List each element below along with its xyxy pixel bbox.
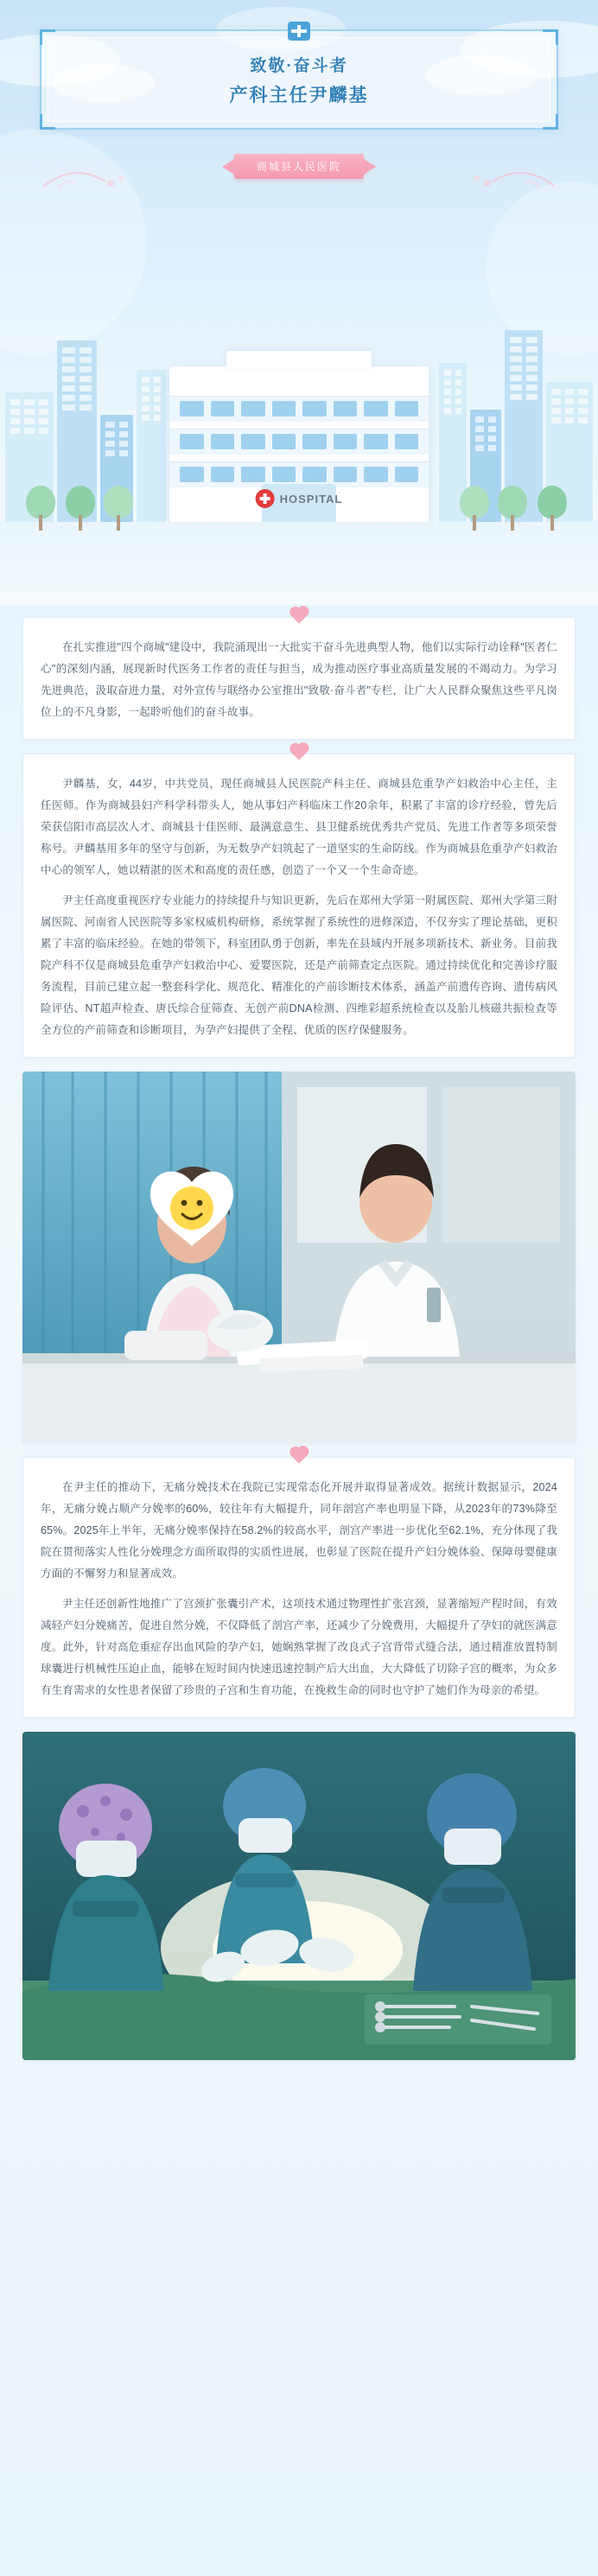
achievements-paragraph-2: 尹主任还创新性地推广了宫颈扩张囊引产术，这项技术通过物理性扩张宫颈，显著缩短产程时间，有效减轻产妇分娩痛苦，促进自然分娩，不仅降低了剖宫产率，还减少了分娩费用，大幅提升了孕妇的就医满意度。此外，针对高危重症存出血风险的孕产妇，她娴熟掌握了改良式子宫背带式缝合法，通过精准放置特制球囊进行机械性压迫止血，能够在短时间内快速迅速控制产后大出血，大大降低了切除子宫的概率，为众多有生育需求的女性患者保留了珍贵的子宫和生育功能，在挽救生命的同时也守护了她们作为母亲的希望。 (41, 1598, 557, 1696)
hero-banner (0, 0, 598, 605)
hospital-roof (226, 351, 372, 368)
red-cross-icon (256, 489, 275, 508)
hospital-building-illustration (169, 366, 429, 522)
page-title-line2: 产科主任尹麟基 (229, 85, 369, 105)
tree-icon (26, 486, 55, 531)
tree-icon (104, 486, 133, 531)
building-shape (137, 370, 166, 522)
achievements-card (22, 1457, 576, 1718)
consultation-photo (22, 1072, 576, 1443)
city-skyline-illustration (0, 233, 598, 605)
hero-title-card (40, 29, 558, 130)
heart-icon (291, 607, 307, 623)
hospital-name-ribbon (0, 154, 598, 179)
intro-card (22, 617, 576, 740)
surgery-photo (22, 1732, 576, 2060)
tree-icon (66, 486, 95, 531)
tree-icon (460, 486, 489, 531)
profile-paragraph-1: 尹麟基，女，44岁，中共党员，现任商城县人民医院产科主任、商城县危重孕产妇救治中心主任，主任医师。作为商城县妇产科学科带头人，她从事妇产科临床工作20余年，积累了丰富的诊疗经验，曾先后荣获信阳市高层次人才、商城县十佳医师、最满意意生、县卫健系统优秀共产党员、先进工作者等多项荣誉称号。尹麟基用多年的坚守与创新，为无数孕产妇筑起了一道坚实的生命防线。作为商城县危重孕产妇救治中心的领军人，她以精湛的医术和高度的责任感，创造了一个又一个生命奇迹。 (41, 778, 557, 876)
hospital-window-row (180, 401, 418, 417)
profile-paragraph-2: 尹主任高度重视医疗专业能力的持续提升与知识更新，先后在郑州大学第一附属医院、郑州大学第三附属医院、河南省人民医院等多家权威机构研修，系统掌握了系统性的进修深造，不仅夯实了理论基础，更积累了丰富的临床经验。在她的带领下，科室团队勇于创新，率先在县域内开展多项新技术、新业务。目前我院产科不仅是商城县危重孕产妇救治中心、爱婴医院，还是产前筛查定点医院。通过持续优化和完善诊疗服务流程，目前已建立起一整套科学化、规范化、精准化的产前诊断技术体系，涵盖产前遗传咨询、遗传病风险评估、NT超声检查、唐氏综合征筛查、无创产前DNA检测、四维彩超系统检查以及胎儿核磁共振检查等全方位的产前筛查和诊断项目，为孕产妇提供了全程、优质的医疗保健服务。 (41, 894, 557, 1036)
bottom-spacer (0, 2074, 598, 2083)
heart-icon (291, 744, 307, 760)
page-title-line1: 致敬·奋斗者 (250, 56, 348, 75)
tree-icon (538, 486, 567, 531)
profile-card (22, 754, 576, 1058)
hospital-sign (256, 489, 343, 508)
tree-icon (498, 486, 527, 531)
ground-area (0, 522, 598, 605)
article-body (0, 605, 598, 2105)
hospital-sign-text: HOSPITAL (279, 492, 343, 506)
heart-icon (291, 1447, 307, 1463)
intro-paragraph: 在扎实推进"四个商城"建设中，我院涌现出一大批实干奋斗先进典型人物，他们以实际行动诠释"医者仁心"的深刻内涵，展现新时代医务工作者的责任与担当，成为推动医疗事业高质量发展的不竭动力。为学习先进典范，汲取奋进力量，对外宣传与联络办公室推出"致敬·奋斗者"专栏，让广大人民群众聚焦这些平凡岗位上的不凡身影，一起聆听他们的奋斗故事。 (41, 641, 557, 718)
hospital-window-row (180, 434, 418, 449)
achievements-paragraph-1: 在尹主任的推动下，无痛分娩技术在我院已实现常态化开展并取得显著成效。据统计数据显示，2024年，无痛分娩占顺产分娩率的60%，较往年有大幅提升，同年剖宫产率也明显下降，从2023年的73%降至65%。2025年上半年，无痛分娩率保持在58.2%的较高水平，剖宫产率进一步优化至62.1%，充分体现了我院在贯彻落实人性化分娩理念方面所取得的实质性进展，也彰显了医院在提升产妇分娩体验、保障母婴健康方面的不懈努力和显著成效。 (41, 1481, 557, 1580)
hospital-name-label: 商城县人民医院 (234, 154, 364, 179)
hospital-window-row (180, 467, 418, 482)
